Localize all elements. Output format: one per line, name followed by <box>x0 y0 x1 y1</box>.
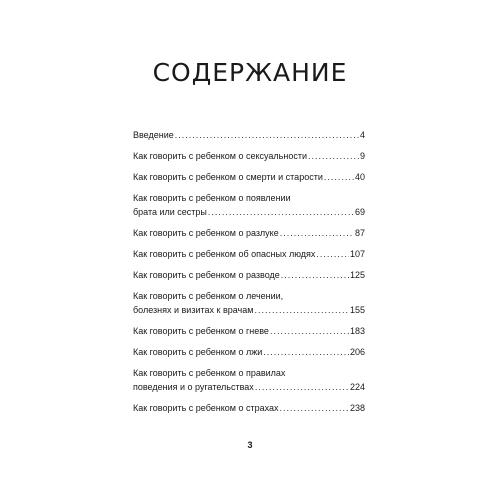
dot-leader <box>263 345 349 359</box>
toc-entry-page: 183 <box>349 326 365 336</box>
toc-entry <box>133 170 365 184</box>
dot-leader <box>280 226 354 240</box>
toc-entry-title: Введение <box>133 130 174 140</box>
toc-entry-title-line1: Как говорить с ребенком о появлении <box>133 193 291 203</box>
dot-leader <box>316 247 349 261</box>
dot-leader <box>208 205 354 219</box>
toc-entry-title-line2: поведения и о ругательствах <box>133 382 254 392</box>
toc-entry-page: 40 <box>354 172 365 182</box>
toc-entry <box>133 268 365 282</box>
toc-entry <box>133 366 365 394</box>
toc-entry-title-line2: брата или сестры <box>133 207 207 217</box>
toc-entry-title: Как говорить с ребенком о смерти и старости <box>133 172 323 182</box>
toc-entry-page: 155 <box>349 305 365 315</box>
toc-entry-title-line2: болезнях и визитах к врачам <box>133 305 254 315</box>
toc-entry-title: Как говорить с ребенком о разводе <box>133 270 280 280</box>
toc-entry-page: 9 <box>359 151 365 161</box>
toc-entry-title: Как говорить с ребенком об опасных людях <box>133 249 316 259</box>
toc-entry-page: 107 <box>349 249 365 259</box>
toc-entry <box>133 149 365 163</box>
dot-leader <box>270 324 349 338</box>
toc-entry-title: Как говорить с ребенком о лжи <box>133 347 263 357</box>
dot-leader <box>308 149 359 163</box>
toc-entry-page: 224 <box>349 382 365 392</box>
toc-entry <box>133 289 365 317</box>
toc-entry-title-line1: Как говорить с ребенком о лечении, <box>133 291 284 301</box>
dot-leader <box>255 380 349 394</box>
toc-entry <box>133 128 365 142</box>
toc-entry <box>133 345 365 359</box>
toc-entry-page: 238 <box>349 403 365 413</box>
toc-entry-page: 4 <box>359 130 365 140</box>
toc-entry <box>133 247 365 261</box>
toc-entry-title: Как говорить с ребенком о разлуке <box>133 228 279 238</box>
table-of-contents <box>133 128 365 422</box>
page-number: 3 <box>247 440 253 450</box>
toc-entry-page: 206 <box>349 347 365 357</box>
toc-entry <box>133 324 365 338</box>
toc-entry-title: Как говорить с ребенком о страхах <box>133 403 279 413</box>
toc-entry-page: 87 <box>354 228 365 238</box>
toc-entry-title: Как говорить с ребенком о сексуальности <box>133 151 307 161</box>
dot-leader <box>280 401 349 415</box>
toc-entry-title-line1: Как говорить с ребенком о правилах <box>133 368 286 378</box>
dot-leader <box>254 303 349 317</box>
toc-entry-page: 125 <box>349 270 365 280</box>
toc-entry <box>133 226 365 240</box>
toc-entry <box>133 191 365 219</box>
page-title: СОДЕРЖАНИЕ <box>152 58 348 87</box>
toc-entry-page: 69 <box>354 207 365 217</box>
dot-leader <box>324 170 354 184</box>
toc-entry-title: Как говорить с ребенком о гневе <box>133 326 269 336</box>
dot-leader <box>281 268 349 282</box>
toc-entry <box>133 401 365 415</box>
dot-leader <box>175 128 359 142</box>
